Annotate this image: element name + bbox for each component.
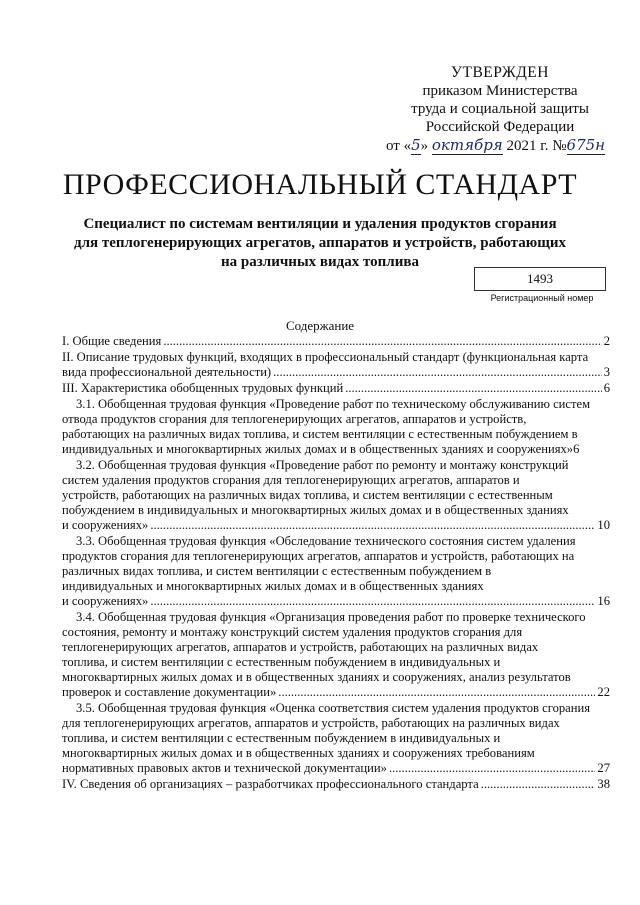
toc-item-3-5-line-2: для теплогенерирующих агрегатов, аппаратов и устройств, работающих на различных видах <box>62 716 560 730</box>
toc-item-4-text: IV. Сведения об организациях – разработчиках профессионального стандарта <box>62 777 479 791</box>
toc-item-3-1-line-3: работающих на различных видах топлива, и систем вентиляции с естественным побуждением в <box>62 427 578 441</box>
toc-item-1-text: I. Общие сведения <box>62 334 162 348</box>
toc-item-3-4-line-2: состояния, ремонту и монтажу конструкций систем удаления продуктов сгорания для <box>62 625 523 639</box>
toc-leader <box>389 761 595 776</box>
toc-leader <box>345 381 602 396</box>
toc-item-3-3-line-4: индивидуальных и многоквартирных жилых домах и в общественных зданиях <box>62 579 484 593</box>
toc-item-4[interactable] <box>62 777 610 792</box>
toc-leader <box>481 777 596 792</box>
toc-item-3-1-page: 6 <box>573 442 580 456</box>
toc-item-3-2-line-4: побуждением в индивидуальных и многоквартирных жилых домах и в общественных зданиях <box>62 503 569 517</box>
toc-item-3-1-line-1: 3.1. Обобщенная трудовая функция «Проведение работ по техническому обслуживанию систем <box>76 397 591 411</box>
subtitle-line-1: Специалист по системам вентиляции и удаления продуктов сгорания <box>83 216 557 232</box>
toc-item-3-page: 6 <box>603 381 610 395</box>
toc-item-3-5-line-4: многоквартирных жилых домах и в общественных зданиях и сооружениях требованиям <box>62 746 535 760</box>
toc-item-3-5-line-1: 3.5. Обобщенная трудовая функция «Оценка соответствия систем удаления продуктов сгорания <box>76 701 591 715</box>
approval-line-federation: Российской Федерации <box>425 119 575 135</box>
toc-item-3-5-line-5: нормативных правовых актов и технической документации» <box>62 761 387 775</box>
toc-item-2-line-1: II. Описание трудовых функций, входящих в профессиональный стандарт (функциональная карта <box>62 350 589 364</box>
toc-item-3-1-line-2: отвода продуктов сгорания для теплогенерирующих агрегатов, аппаратов и устройств, <box>62 412 527 426</box>
toc-leader <box>278 685 595 700</box>
approval-line-labor: труда и социальной защиты <box>411 101 589 117</box>
toc-item-3-3-line-5: и сооружениях» <box>62 594 149 608</box>
toc-item-3-4-line-4: топлива, и систем вентиляции с естественным побуждением в индивидуальных и <box>62 655 501 669</box>
toc-item-3-3-page: 16 <box>597 594 610 608</box>
toc-item-3-4-line-1: 3.4. Обобщенная трудовая функция «Организация проведения работ по проверке технического <box>76 610 586 624</box>
toc-item-3-5-page: 27 <box>597 761 610 775</box>
toc-item-3-4-line-3: теплогенерирующих агрегатов, аппаратов и устройств, работающих на различных видах <box>62 640 539 654</box>
toc-item-3-4-line-5: многоквартирных жилых домах и в общественных зданиях и сооружениях, анализ результатов <box>62 670 571 684</box>
toc-item-3-1-line-4: индивидуальных и многоквартирных жилых домах и в общественных зданиях и сооружениях» <box>62 442 574 456</box>
toc-item-3-2-page: 10 <box>597 518 610 532</box>
toc-item-2[interactable] <box>62 350 610 380</box>
order-day: 5 <box>411 136 421 154</box>
toc-item-3-4-line-6: проверок и составление документации» <box>62 685 277 699</box>
order-number: 675н <box>566 136 606 154</box>
toc-item-3-text: III. Характеристика обобщенных трудовых функций <box>62 381 344 395</box>
toc-item-3-2-line-5: и сооружениях» <box>62 518 149 532</box>
table-of-contents <box>62 334 610 793</box>
subtitle-line-3: на различных видах топлива <box>221 254 419 270</box>
order-prefix: от « <box>386 138 412 154</box>
toc-item-3[interactable] <box>62 381 610 396</box>
document-title: ПРОФЕССИОНАЛЬНЫЙ СТАНДАРТ <box>62 168 578 201</box>
approval-line-ministry: приказом Министерства <box>422 83 578 99</box>
order-year: 2021 г. № <box>502 138 567 154</box>
toc-item-3-5-line-3: топлива, и систем вентиляции с естественным побуждением в индивидуальных и <box>62 731 501 745</box>
toc-heading: Содержание <box>285 318 355 333</box>
approval-block <box>380 64 620 155</box>
toc-leader <box>150 594 595 609</box>
toc-item-3-2-line-3: устройств, работающих на различных видах топлива, и систем вентиляции с естественным <box>62 488 553 502</box>
toc-item-1-page: 2 <box>603 334 610 348</box>
order-month: октября <box>431 136 503 154</box>
toc-leader <box>150 518 595 533</box>
toc-item-3-3-line-3: различных видах топлива, и систем вентиляции с естественным побуждением в <box>62 564 492 578</box>
document-subtitle <box>60 215 580 272</box>
toc-item-3-4[interactable] <box>62 610 610 700</box>
toc-item-3-4-page: 22 <box>597 685 610 699</box>
toc-item-3-3-line-1: 3.3. Обобщенная трудовая функция «Обследование технического состояния систем удаления <box>76 534 576 548</box>
toc-item-1[interactable] <box>62 334 610 349</box>
toc-leader <box>163 334 601 349</box>
toc-item-3-3[interactable] <box>62 534 610 609</box>
toc-item-3-5[interactable] <box>62 701 610 776</box>
toc-item-3-2-line-1: 3.2. Обобщенная трудовая функция «Проведение работ по ремонту и монтажу конструкций <box>76 458 569 472</box>
toc-item-2-line-2: вида профессиональной деятельности) <box>62 365 272 379</box>
order-mid: » <box>420 138 432 154</box>
registration-number-caption: Регистрационный номер <box>490 293 594 303</box>
toc-item-3-2-line-2: систем удаления продуктов сгорания для теплогенерирующих агрегатов, аппаратов и <box>62 473 520 487</box>
toc-item-3-1[interactable] <box>62 397 610 457</box>
subtitle-line-2: для теплогенерирующих агрегатов, аппаратов и устройств, работающих <box>73 235 566 251</box>
toc-item-3-2[interactable] <box>62 458 610 533</box>
registration-number-box: 1493 <box>474 267 606 291</box>
toc-item-4-page: 38 <box>597 777 610 791</box>
toc-leader <box>273 365 602 380</box>
approval-heading: УТВЕРЖДЕН <box>451 64 549 81</box>
toc-item-2-page: 3 <box>603 365 610 379</box>
approval-order-line <box>380 136 620 155</box>
toc-item-3-3-line-2: продуктов сгорания для теплогенерирующих агрегатов, аппаратов и устройств, работающих на <box>62 549 575 563</box>
